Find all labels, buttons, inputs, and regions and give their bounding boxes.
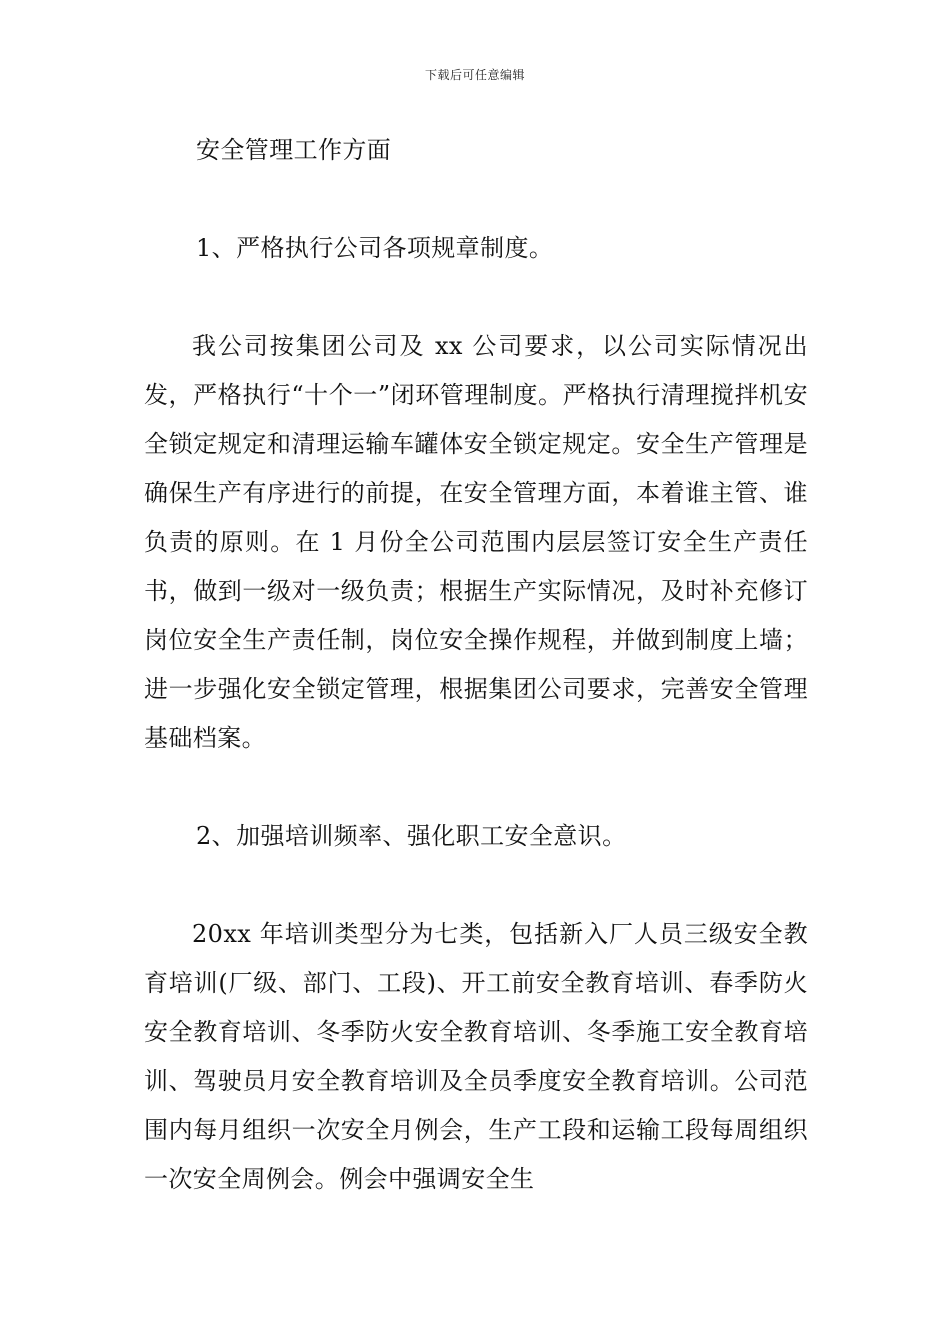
item1-body: 我公司按集团公司及 xx 公司要求，以公司实际情况出发，严格执行“十个一”闭环管理制度。严格执行清理搅拌机安全锁定规定和清理运输车罐体安全锁定规定。安全生产管理是确保生产有序进行的前提，在安全管理方面，本着谁主管、谁负责的原则。在 1 月份全公司范围内层层签订安全生产责任书，做到一级对一级负责；根据生产实际情况，及时补充修订岗位安全生产责任制，岗位安全操作规程，并做到制度上墙；进一步强化安全锁定管理，根据集团公司要求，完善安全管理基础档案。 [144,332,808,752]
item2-heading: 2、加强培训频率、强化职工安全意识。 [196,822,627,850]
section-title: 安全管理工作方面 [196,136,392,164]
document-body [144,126,808,1204]
spacer [144,861,808,910]
item1-heading: 1、严格执行公司各项规章制度。 [196,234,554,262]
spacer [144,273,808,322]
item2-body: 20xx 年培训类型分为七类，包括新入厂人员三级安全教育培训(厂级、部门、工段)、开工前安全教育培训、春季防火安全教育培训、冬季防火安全教育培训、冬季施工安全教育培训、驾驶员月安全教育培训及全员季度安全教育培训。公司范围内每月组织一次安全月例会，生产工段和运输工段每周组织一次安全周例会。例会中强调安全生 [144,920,808,1193]
spacer [144,175,808,224]
header-note: 下载后可任意编辑 [424,68,525,82]
spacer [144,763,808,812]
